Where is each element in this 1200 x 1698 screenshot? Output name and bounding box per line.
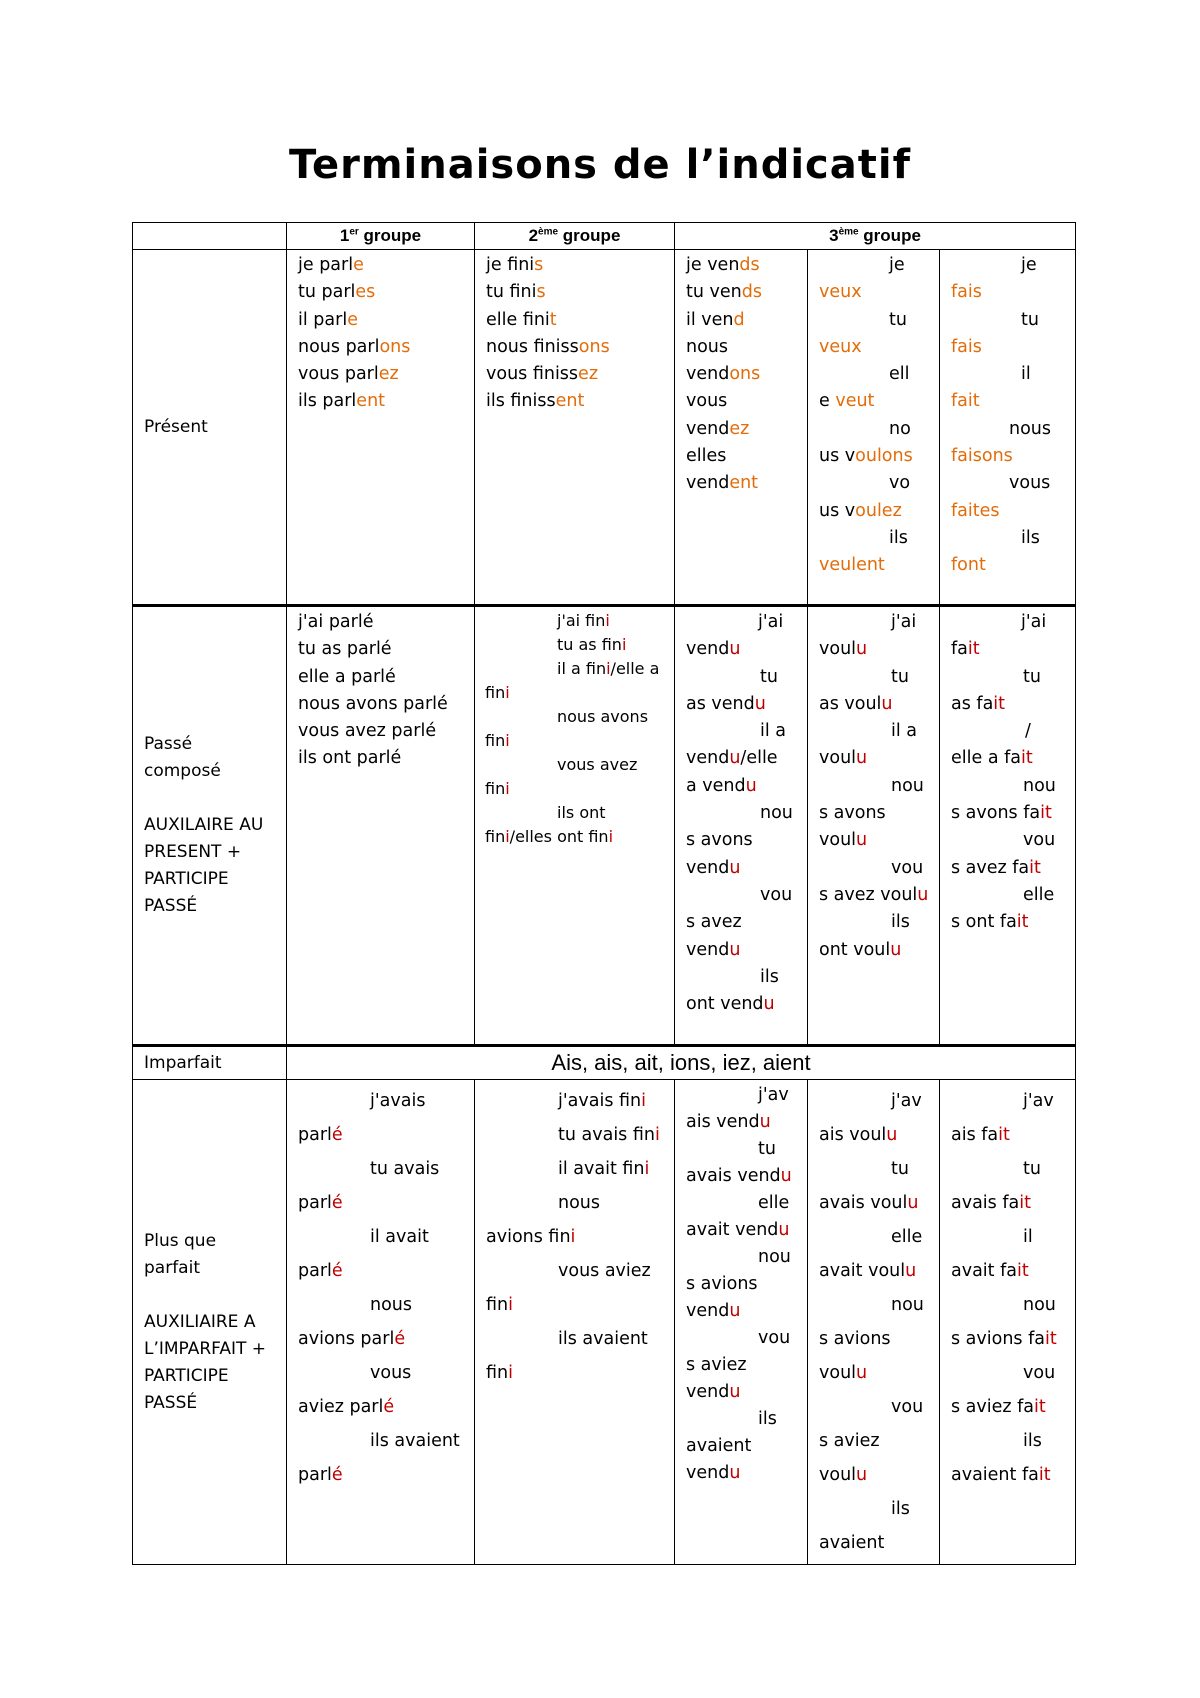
header-row: [133, 223, 1076, 250]
row-plus-que-parfait: [133, 1080, 1076, 1565]
row-present: [133, 250, 1076, 606]
row-passe-compose: [133, 606, 1076, 1046]
header-group-3: 3ème groupe: [675, 223, 1076, 250]
row-imparfait: [133, 1046, 1076, 1080]
pqp-vouloir: j'av ais voulu tu avais voulu elle avait voulu nou s avions voulu vou s aviez voulu ils avaient: [808, 1080, 940, 1565]
row-label-passe-compose: Passé composé AUXILAIRE AU PRESENT + PARTICIPE PASSÉ: [133, 606, 287, 1046]
present-vouloir: je veux tu veux ell e veut no us voulons vo us voulez ils veulent: [808, 250, 940, 606]
passe-faire: j'ai fait tu as fait / elle a fait nou s avons fait vou s avez fait elle s ont fait: [940, 606, 1076, 1046]
present-faire: je fais tu fais il fait nous faisons vous faites ils font: [940, 250, 1076, 606]
passe-vendre: j'ai vendu tu as vendu il a vendu/elle a vendu nou s avons vendu vou s avez vendu ils ont vendu: [675, 606, 808, 1046]
pqp-group2: j'avais fini tu avais fini il avait fini nous avions fini vous aviez fini ils avaient fini: [475, 1080, 675, 1565]
row-label-plus-que-parfait: Plus que parfait AUXILIAIRE A L’IMPARFAIT + PARTICIPE PASSÉ: [133, 1080, 287, 1565]
passe-group2: j'ai fini tu as fini il a fini/elle a fini nous avons fini vous avez fini ils ont fini/elles ont fini: [475, 606, 675, 1046]
conjugation-table: [132, 222, 1076, 1565]
pqp-faire: j'av ais fait tu avais fait il avait fait nou s avions fait vou s aviez fait ils avaient fait: [940, 1080, 1076, 1565]
passe-group1: j'ai parlé tu as parlé elle a parlé nous avons parlé vous avez parlé ils ont parlé: [287, 606, 475, 1046]
pqp-group1: j'avais parlé tu avais parlé il avait parlé nous avions parlé vous aviez parlé ils avaient parlé: [287, 1080, 475, 1565]
header-group-1: 1er groupe: [287, 223, 475, 250]
row-label-imparfait: Imparfait: [133, 1046, 287, 1080]
row-label-present: Présent: [133, 250, 287, 606]
corner-cell: [133, 223, 287, 250]
passe-vouloir: j'ai voulu tu as voulu il a voulu nou s avons voulu vou s avez voulu ils ont voulu: [808, 606, 940, 1046]
header-group-2: 2ème groupe: [475, 223, 675, 250]
present-group1: je parle tu parles il parle nous parlons vous parlez ils parlent: [287, 250, 475, 606]
imparfait-endings: Ais, ais, ait, ions, iez, aient: [287, 1046, 1076, 1080]
present-vendre: je vends tu vends il vend nous vendons vous vendez elles vendent: [675, 250, 808, 606]
present-group2: je finis tu finis elle finit nous finissons vous finissez ils finissent: [475, 250, 675, 606]
page-title: Terminaisons de l’indicatif: [289, 142, 911, 188]
pqp-vendre: j'av ais vendu tu avais vendu elle avait vendu nou s avions vendu vou s aviez vendu ils avaient vendu: [675, 1080, 808, 1565]
